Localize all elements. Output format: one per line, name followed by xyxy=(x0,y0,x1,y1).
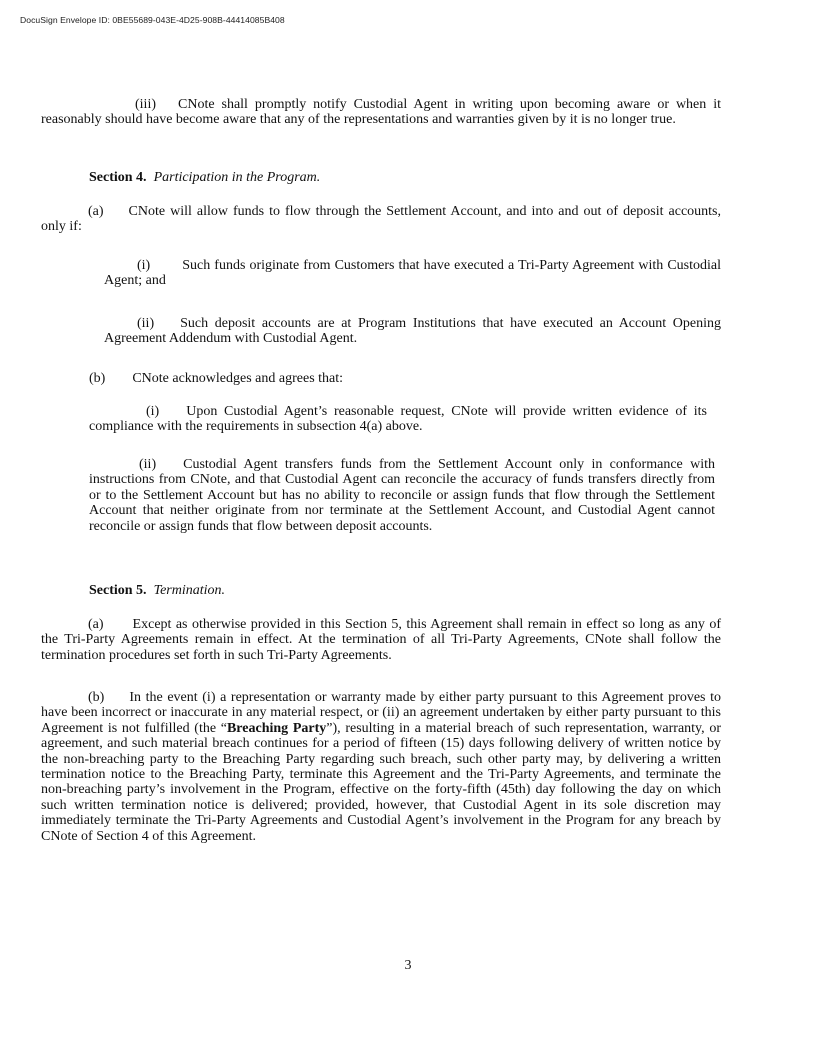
paragraph-4-b-ii xyxy=(89,457,715,534)
paragraph-3-iii xyxy=(41,97,721,128)
section-4-number: Section 4. xyxy=(89,170,147,185)
clause-label: (a) xyxy=(88,204,104,219)
clause-text: Such deposit accounts are at Program Institutions that have executed an Account Opening Agreement Addendum with Custodial Agent. xyxy=(104,316,721,347)
clause-label: (b) xyxy=(89,371,106,386)
paragraph-5-a xyxy=(41,617,721,663)
clause-label: (ii) xyxy=(139,457,157,472)
page-number: 3 xyxy=(404,958,412,973)
clause-text: Such funds originate from Customers that have executed a Tri-Party Agreement with Custodial Agent; and xyxy=(104,258,721,289)
clause-label: (i) xyxy=(146,404,160,419)
clause-text: Except as otherwise provided in this Section 5, this Agreement shall remain in effect so long as any of the Tri-Party Agreements remain in effect. At the termination of all Tri-Party Agreements, CNote shall follow the termination procedures set forth in such Tri-Party Agreements. xyxy=(41,617,721,663)
section-5-heading xyxy=(89,583,225,598)
section-4-title: Participation in the Program. xyxy=(153,170,321,185)
clause-text: CNote acknowledges and agrees that: xyxy=(132,371,344,386)
section-4-heading xyxy=(89,170,320,185)
paragraph-4-b xyxy=(89,371,721,386)
clause-label: (b) xyxy=(88,690,105,705)
clause-text: CNote will allow funds to flow through the Settlement Account, and into and out of deposit accounts, only if: xyxy=(41,204,721,235)
defined-term-breaching-party: Breaching Party xyxy=(226,720,327,736)
clause-label: (iii) xyxy=(135,97,156,112)
paragraph-4-a xyxy=(41,204,721,235)
clause-text: CNote shall promptly notify Custodial Agent in writing upon becoming aware or when it reasonably should have become aware that any of the representations and warranties given by it is no longer true. xyxy=(41,97,721,128)
section-5-number: Section 5. xyxy=(89,583,147,598)
paragraph-4-a-i xyxy=(104,258,721,289)
clause-text: Custodial Agent transfers funds from the Settlement Account only in conformance with instructions from CNote, and that Custodial Agent can reconcile the accuracy of funds transfers directly from or to the Settlement Account but has no ability to reconcile or assign funds that flow through the Settlement Account that neither originate from nor terminate at the Settlement Account, and Custodial Agent cannot reconcile or assign funds that flow between deposit accounts. xyxy=(89,457,715,534)
paragraph-4-a-ii xyxy=(104,316,721,347)
clause-text-before: In the event (i) a representation or warranty made by either party pursuant to this Agreement proves to have been incorrect or inaccurate in any material respect, or (ii) an agreement undertaken by either party pursuant to this Agreement is not fulfilled (the “ xyxy=(41,690,721,736)
clause-text-after: ”), resulting in a material breach of such representation, warranty, or agreement, and such material breach continues for a period of fifteen (15) days following delivery of written notice by the non-breaching party to the Breaching Party regarding such breach, such other party may, by delivering a written termination notice to the Breaching Party, terminate this Agreement and the Tri-Party Agreements, and terminate the non-breaching party’s involvement in the Program, effective on the forty-fifth (45th) day following the day on which such written termination notice is delivered; provided, however, that Custodial Agent in its sole discretion may immediately terminate the Tri-Party Agreements and Custodial Agent’s involvement in the Program for any breach by CNote of Section 4 of this Agreement. xyxy=(41,720,721,844)
clause-text: Upon Custodial Agent’s reasonable request, CNote will provide written evidence of its compliance with the requirements in subsection 4(a) above. xyxy=(89,404,707,435)
clause-label: (ii) xyxy=(137,316,155,331)
clause-label: (a) xyxy=(88,617,104,632)
section-5-title: Termination. xyxy=(153,583,226,598)
docusign-envelope-id: DocuSign Envelope ID: 0BE55689-043E-4D25-908B-44414085B408 xyxy=(20,15,285,25)
clause-label: (i) xyxy=(137,258,151,273)
paragraph-5-b xyxy=(41,690,721,844)
paragraph-4-b-i xyxy=(89,404,707,435)
